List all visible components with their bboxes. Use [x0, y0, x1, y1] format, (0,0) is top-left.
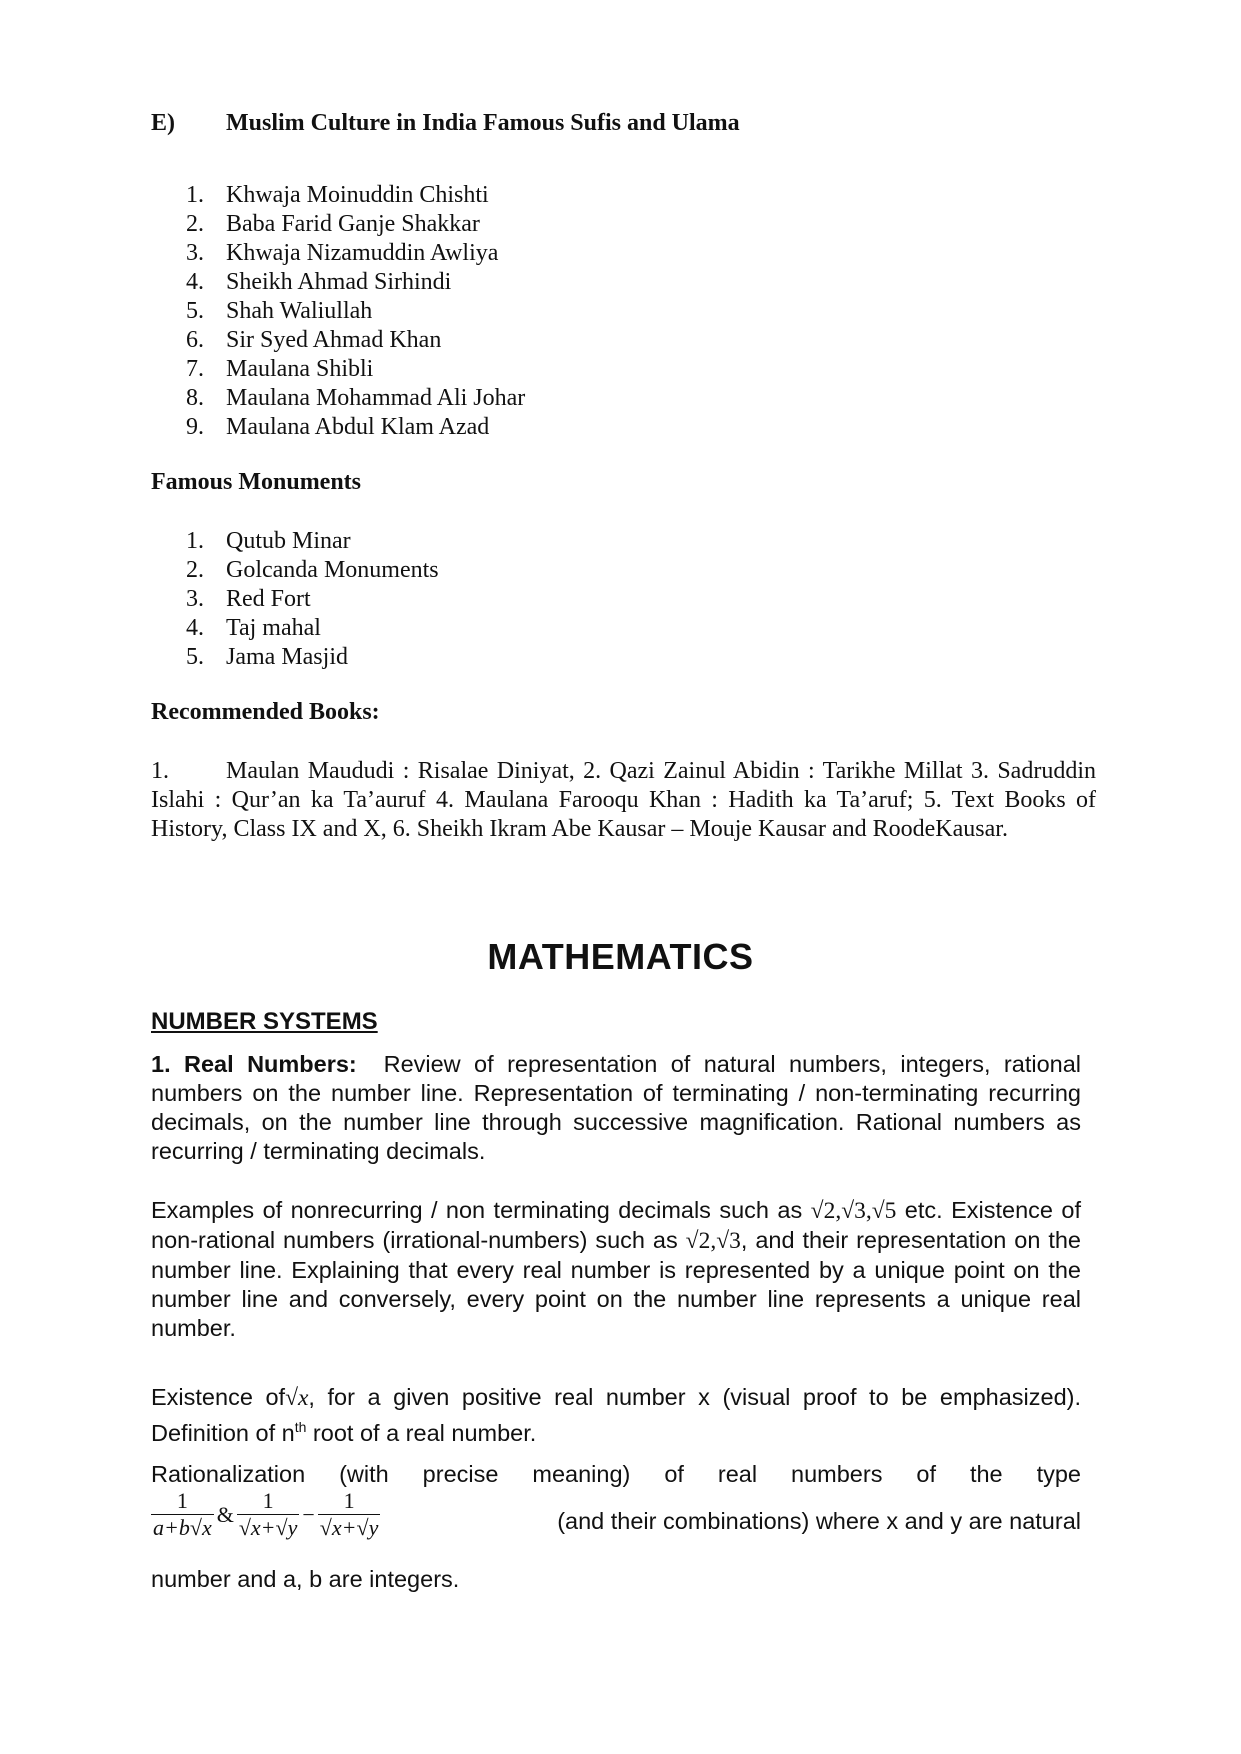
list-item: 9. Maulana Abdul Klam Azad: [186, 414, 490, 440]
real-numbers-text: Review of representation of natural numbers, integers, rational numbers on the number line. Representation of terminating / non-terminating recurring decimals, on the number line through successive magnification. Rational numbers as recurring / terminating decimals.: [151, 1051, 1081, 1164]
real-numbers-paragraph: [151, 1050, 1081, 1166]
section-heading: NUMBER SYSTEMS: [151, 1008, 378, 1035]
books-paragraph: [151, 757, 1096, 844]
page-title: MATHEMATICS: [487, 936, 754, 977]
list-item: 3. Khwaja Nizamuddin Awliya: [186, 240, 499, 266]
list-item: 2. Golcanda Monuments: [186, 557, 439, 583]
list-item: 4. Taj mahal: [186, 615, 321, 641]
list-item: 1. Qutub Minar: [186, 528, 351, 554]
list-item: 3. Red Fort: [186, 586, 311, 612]
monuments-list: [186, 527, 439, 672]
list-item: 7. Maulana Shibli: [186, 356, 374, 382]
list-item: 6. Sir Syed Ahmad Khan: [186, 327, 442, 353]
sqrt-2-formula: √2,√3,√5: [810, 1198, 897, 1224]
monuments-heading: Famous Monuments: [151, 469, 362, 495]
rationalization-line: Rationalization (with precise meaning) of real numbers of the type: [151, 1461, 1081, 1487]
examples-paragraph: Examples of nonrecurring / non terminating decimals such as √2,√3,√5 etc. Existence of non-rational numbers (irrational-numbers) such as √2,√3, and their representation on the number line. Explaining that every real number is represented by a unique point on the number line and conversely, every point on the number line represents a unique real number.: [151, 1197, 1081, 1341]
books-text: Maulan Maududi : Risalae Diniyat, 2. Qazi Zainul Abidin : Tarikhe Millat 3. Sadruddin Islahi : Qur’an ka Ta’auruf 4. Maulana Farooqu Khan : Hadith ka Ta’aruf; 5. Text Books of History, Class IX and X, 6. Sheikh Ikram Abe Kausar – Mouje Kausar and RoodeKausar.: [151, 758, 1096, 842]
list-item: 5. Shah Waliullah: [186, 298, 373, 324]
list-item: 5. Jama Masjid: [186, 644, 348, 670]
list-item: 4. Sheikh Ahmad Sirhindi: [186, 269, 452, 295]
sqrt-2-3-formula: √2,√3: [685, 1228, 741, 1254]
section-title: Muslim Culture in India Famous Sufis and Ulama: [226, 110, 740, 136]
list-item: 1. Khwaja Moinuddin Chishti: [186, 182, 489, 208]
books-heading: Recommended Books:: [151, 699, 380, 725]
sqrt-x-formula: √x: [285, 1385, 309, 1411]
fraction-3: $\frac{1}{√x+√y}$: [319, 1488, 379, 1540]
rationalization-formula-row: $\frac{1}{a+b√x}$ & $\frac{1}{√x+√y}$ − $\frac{1}{√x+√y}$ (and their combinations) where x and y are natural: [153, 1488, 1081, 1540]
list-item: 2. Baba Farid Ganje Shakkar: [186, 211, 480, 237]
existence-paragraph: Existence of√x, for a given positive real number x (visual proof to be emphasized). Definition of $n^{th}$ root of a real number.: [151, 1384, 1082, 1446]
section-letter: E): [151, 110, 175, 136]
books-number: 1.: [151, 758, 169, 784]
fraction-1: $\frac{1}{a+b√x}$: [153, 1488, 212, 1540]
fraction-2: $\frac{1}{√x+√y}$: [238, 1488, 298, 1540]
rationalization-end: number and a, b are integers.: [151, 1566, 460, 1592]
list-item: 8. Maulana Mohammad Ali Johar: [186, 385, 526, 411]
section-e-heading: [151, 110, 740, 137]
sufis-list: [186, 181, 525, 442]
rationalization-tail: (and their combinations) where x and y are natural: [557, 1508, 1081, 1534]
real-numbers-label: 1. Real Numbers:: [151, 1051, 357, 1077]
